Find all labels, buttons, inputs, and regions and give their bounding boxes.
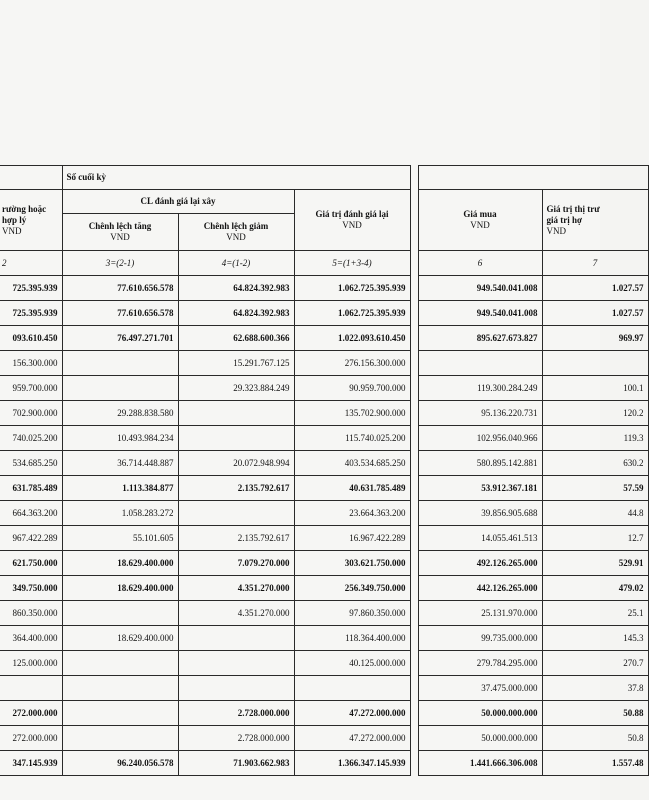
table-row <box>0 476 648 501</box>
cell-d: 16.967.422.289 <box>294 526 410 551</box>
cell-b <box>62 651 178 676</box>
table-row <box>0 301 648 326</box>
header-row-2 <box>0 190 648 214</box>
revaluation-table <box>0 165 649 776</box>
cell-d: 115.740.025.200 <box>294 426 410 451</box>
cell-b <box>62 726 178 751</box>
cell-a: 347.145.939 <box>0 751 62 776</box>
header-cell-a <box>0 190 62 251</box>
cell-a: 093.610.450 <box>0 326 62 351</box>
table-row <box>0 326 648 351</box>
cell-f: 100.1 <box>542 376 648 401</box>
table-row <box>0 601 648 626</box>
col-d-line2: VND <box>342 220 362 230</box>
col-f-line2: giá trị hợ <box>546 214 582 225</box>
cell-e: 99.735.000.000 <box>418 626 542 651</box>
cell-a: 860.350.000 <box>0 601 62 626</box>
cell-f: 57.59 <box>542 476 648 501</box>
idx-e: 6 <box>418 251 542 276</box>
cell-f: 44.8 <box>542 501 648 526</box>
cell-d: 118.364.400.000 <box>294 626 410 651</box>
header-cell-d <box>294 190 410 251</box>
cell-f: 270.7 <box>542 651 648 676</box>
cell-c: 71.903.662.983 <box>178 751 294 776</box>
col-b-line2: VND <box>110 232 130 242</box>
cell-d: 40.631.785.489 <box>294 476 410 501</box>
cell-a: 621.750.000 <box>0 551 62 576</box>
cell-d: 40.125.000.000 <box>294 651 410 676</box>
cell-e: 50.000.000.000 <box>418 726 542 751</box>
cell-c: 7.079.270.000 <box>178 551 294 576</box>
cell-d: 90.959.700.000 <box>294 376 410 401</box>
cell-e <box>418 351 542 376</box>
idx-a: 2 <box>0 251 62 276</box>
cell-f: 119.3 <box>542 426 648 451</box>
cell-a: 272.000.000 <box>0 726 62 751</box>
table-row <box>0 351 648 376</box>
cell-a: 156.300.000 <box>0 351 62 376</box>
cell-a <box>0 676 62 701</box>
cell-b: 1.113.384.877 <box>62 476 178 501</box>
cell-e: 279.784.295.000 <box>418 651 542 676</box>
cell-f <box>542 351 648 376</box>
cell-e: 949.540.041.008 <box>418 276 542 301</box>
col-d-line1: Giá trị đánh giá lại <box>315 209 389 219</box>
cell-b <box>62 601 178 626</box>
cell-f: 1.027.57 <box>542 301 648 326</box>
cell-a: 725.395.939 <box>0 301 62 326</box>
col-f-line3: VND <box>546 225 566 236</box>
idx-f: 7 <box>542 251 648 276</box>
cell-e: 102.956.040.966 <box>418 426 542 451</box>
cell-b: 77.610.656.578 <box>62 301 178 326</box>
cell-d: 403.534.685.250 <box>294 451 410 476</box>
cell-a: 664.363.200 <box>0 501 62 526</box>
cell-e: 25.131.970.000 <box>418 601 542 626</box>
cell-e: 492.126.265.000 <box>418 551 542 576</box>
cell-c: 64.824.392.983 <box>178 276 294 301</box>
col-e-line2: VND <box>470 220 490 230</box>
cell-d: 303.621.750.000 <box>294 551 410 576</box>
cell-c: 2.135.792.617 <box>178 476 294 501</box>
cell-f: 50.88 <box>542 701 648 726</box>
cell-f: 1.557.48 <box>542 751 648 776</box>
cell-c: 20.072.948.994 <box>178 451 294 476</box>
cell-d: 256.349.750.000 <box>294 576 410 601</box>
cell-b: 18.629.400.000 <box>62 576 178 601</box>
cell-f: 529.91 <box>542 551 648 576</box>
cell-d: 47.272.000.000 <box>294 701 410 726</box>
table-row <box>0 426 648 451</box>
table-row <box>0 451 648 476</box>
cell-c <box>178 651 294 676</box>
cell-c: 2.728.000.000 <box>178 726 294 751</box>
cell-f: 630.2 <box>542 451 648 476</box>
cell-a: 967.422.289 <box>0 526 62 551</box>
cell-d: 47.272.000.000 <box>294 726 410 751</box>
cell-e: 442.126.265.000 <box>418 576 542 601</box>
cell-a: 702.900.000 <box>0 401 62 426</box>
header-row-1 <box>0 166 648 190</box>
table-row <box>0 526 648 551</box>
cell-e: 14.055.461.513 <box>418 526 542 551</box>
cell-a: 725.395.939 <box>0 276 62 301</box>
col-c-line1: Chênh lệch giảm <box>203 221 269 231</box>
table-row <box>0 726 648 751</box>
cell-b <box>62 376 178 401</box>
cell-a: 349.750.000 <box>0 576 62 601</box>
cell-b: 18.629.400.000 <box>62 626 178 651</box>
cell-c <box>178 426 294 451</box>
col-f-line1: Giá trị thị trư <box>546 203 600 214</box>
table-row <box>0 676 648 701</box>
cell-c: 29.323.884.249 <box>178 376 294 401</box>
cell-c: 64.824.392.983 <box>178 301 294 326</box>
cell-a: 125.000.000 <box>0 651 62 676</box>
table-row <box>0 551 648 576</box>
cell-c: 2.135.792.617 <box>178 526 294 551</box>
table-row <box>0 651 648 676</box>
cell-f: 37.8 <box>542 676 648 701</box>
table-row <box>0 401 648 426</box>
cell-f: 25.1 <box>542 601 648 626</box>
cell-a: 959.700.000 <box>0 376 62 401</box>
revaluation-diff-label: CL đánh giá lại xây <box>62 190 294 214</box>
cell-a: 364.400.000 <box>0 626 62 651</box>
cell-d: 23.664.363.200 <box>294 501 410 526</box>
header-cell-b <box>62 214 178 251</box>
idx-d: 5=(1+3-4) <box>294 251 410 276</box>
cell-e: 39.856.905.688 <box>418 501 542 526</box>
table-row <box>0 276 648 301</box>
cell-e: 50.000.000.000 <box>418 701 542 726</box>
cell-d: 276.156.300.000 <box>294 351 410 376</box>
col-e-line1: Giá mua <box>463 209 497 219</box>
cell-e: 895.627.673.827 <box>418 326 542 351</box>
cell-b: 77.610.656.578 <box>62 276 178 301</box>
cell-a: 740.025.200 <box>0 426 62 451</box>
header-cell-c <box>178 214 294 251</box>
col-c-line2: VND <box>226 232 246 242</box>
cell-c: 15.291.767.125 <box>178 351 294 376</box>
header-cell-e <box>418 190 542 251</box>
cell-c: 4.351.270.000 <box>178 576 294 601</box>
cell-d <box>294 676 410 701</box>
idx-c: 4=(1-2) <box>178 251 294 276</box>
cell-e: 95.136.220.731 <box>418 401 542 426</box>
cell-c: 2.728.000.000 <box>178 701 294 726</box>
cell-d: 135.702.900.000 <box>294 401 410 426</box>
cell-d: 1.366.347.145.939 <box>294 751 410 776</box>
cell-b: 29.288.838.580 <box>62 401 178 426</box>
cell-e: 1.441.666.306.008 <box>418 751 542 776</box>
cell-e: 119.300.284.249 <box>418 376 542 401</box>
cell-b: 96.240.056.578 <box>62 751 178 776</box>
cell-c <box>178 626 294 651</box>
cell-e: 37.475.000.000 <box>418 676 542 701</box>
cell-d: 1.022.093.610.450 <box>294 326 410 351</box>
cell-f: 969.97 <box>542 326 648 351</box>
table-row <box>0 701 648 726</box>
cell-b <box>62 351 178 376</box>
cell-b: 10.493.984.234 <box>62 426 178 451</box>
index-row <box>0 251 648 276</box>
cell-d: 1.062.725.395.939 <box>294 276 410 301</box>
table-row <box>0 501 648 526</box>
table-row <box>0 576 648 601</box>
idx-b: 3=(2-1) <box>62 251 178 276</box>
cell-f: 479.02 <box>542 576 648 601</box>
cell-d: 1.062.725.395.939 <box>294 301 410 326</box>
col-a-line1: rường hoặc <box>2 203 47 214</box>
cell-a: 272.000.000 <box>0 701 62 726</box>
table-row <box>0 626 648 651</box>
cell-f: 12.7 <box>542 526 648 551</box>
cell-a: 534.685.250 <box>0 451 62 476</box>
header-cell-f <box>542 190 648 251</box>
cell-c <box>178 676 294 701</box>
cell-b: 76.497.271.701 <box>62 326 178 351</box>
cell-c: 62.688.600.366 <box>178 326 294 351</box>
col-b-line1: Chênh lệch tăng <box>88 221 152 231</box>
cell-b <box>62 701 178 726</box>
table-row <box>0 376 648 401</box>
cell-c <box>178 501 294 526</box>
cell-c <box>178 401 294 426</box>
col-a-line3: VND <box>2 225 22 236</box>
cell-b: 36.714.448.887 <box>62 451 178 476</box>
cell-f: 145.3 <box>542 626 648 651</box>
table-row <box>0 751 648 776</box>
cell-f: 50.8 <box>542 726 648 751</box>
period-end-label: Số cuối kỳ <box>62 166 410 190</box>
cell-e: 580.895.142.881 <box>418 451 542 476</box>
cell-b: 1.058.283.272 <box>62 501 178 526</box>
col-a-line2: hợp lý <box>2 214 27 225</box>
cell-e: 53.912.367.181 <box>418 476 542 501</box>
cell-b <box>62 676 178 701</box>
cell-b: 18.629.400.000 <box>62 551 178 576</box>
cell-a: 631.785.489 <box>0 476 62 501</box>
cell-c: 4.351.270.000 <box>178 601 294 626</box>
cell-b: 55.101.605 <box>62 526 178 551</box>
cell-d: 97.860.350.000 <box>294 601 410 626</box>
cell-f: 120.2 <box>542 401 648 426</box>
cell-f: 1.027.57 <box>542 276 648 301</box>
cell-e: 949.540.041.008 <box>418 301 542 326</box>
